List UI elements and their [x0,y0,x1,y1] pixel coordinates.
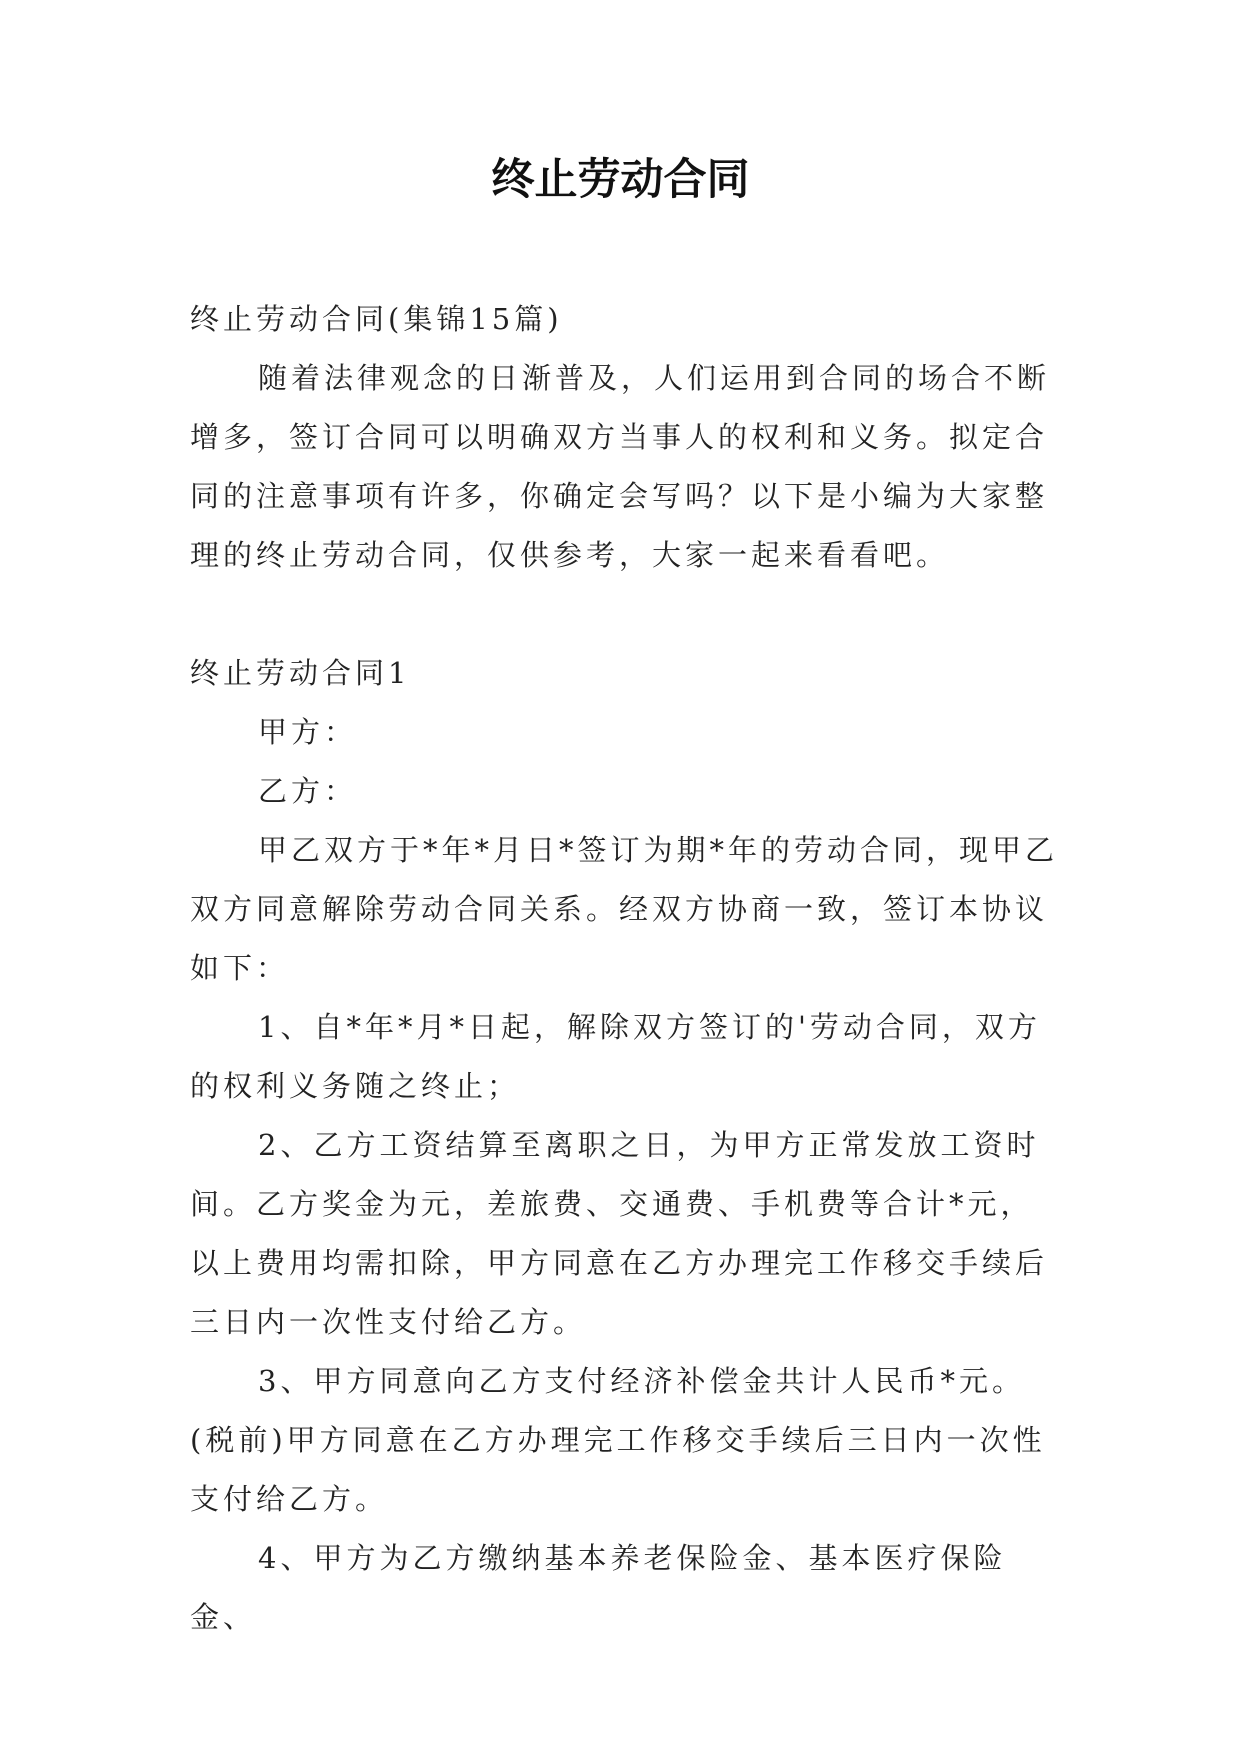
clause-2: 2、乙方工资结算至离职之日，为甲方正常发放工资时间。乙方奖金为元，差旅费、交通费、手机费等合计*元，以上费用均需扣除，甲方同意在乙方办理完工作移交手续后三日内一次性支付给乙方。 [190,1128,1049,1339]
clause-4: 4、甲方为乙方缴纳基本养老保险金、基本医疗保险金、 [190,1541,1007,1634]
clause-3: 3、甲方同意向乙方支付经济补偿金共计人民币*元。(税前)甲方同意在乙方办理完工作移交手续后三日内一次性支付给乙方。 [190,1364,1046,1516]
party-a-line: 甲方： [258,715,358,749]
paragraph-gap [190,585,1060,644]
section-heading: 终止劳动合同1 [190,656,411,690]
intro-paragraph: 随着法律观念的日渐普及，人们运用到合同的场合不断增多，签订合同可以明确双方当事人的权利和义务。拟定合同的注意事项有许多，你确定会写吗？以下是小编为大家整理的终止劳动合同，仅供参考，大家一起来看看吧。 [190,361,1051,572]
clause-1: 1、自*年*月*日起，解除双方签订的'劳动合同，双方的权利义务随之终止； [190,1010,1041,1103]
document-title: 终止劳动合同 [491,155,750,205]
party-b-line: 乙方： [258,774,358,808]
document-subtitle: 终止劳动合同(集锦15篇) [190,302,563,336]
preamble-paragraph: 甲乙双方于*年*月日*签订为期*年的劳动合同，现甲乙双方同意解除劳动合同关系。经双方协商一致，签订本协议如下： [190,833,1059,985]
document-body [190,290,1060,1647]
